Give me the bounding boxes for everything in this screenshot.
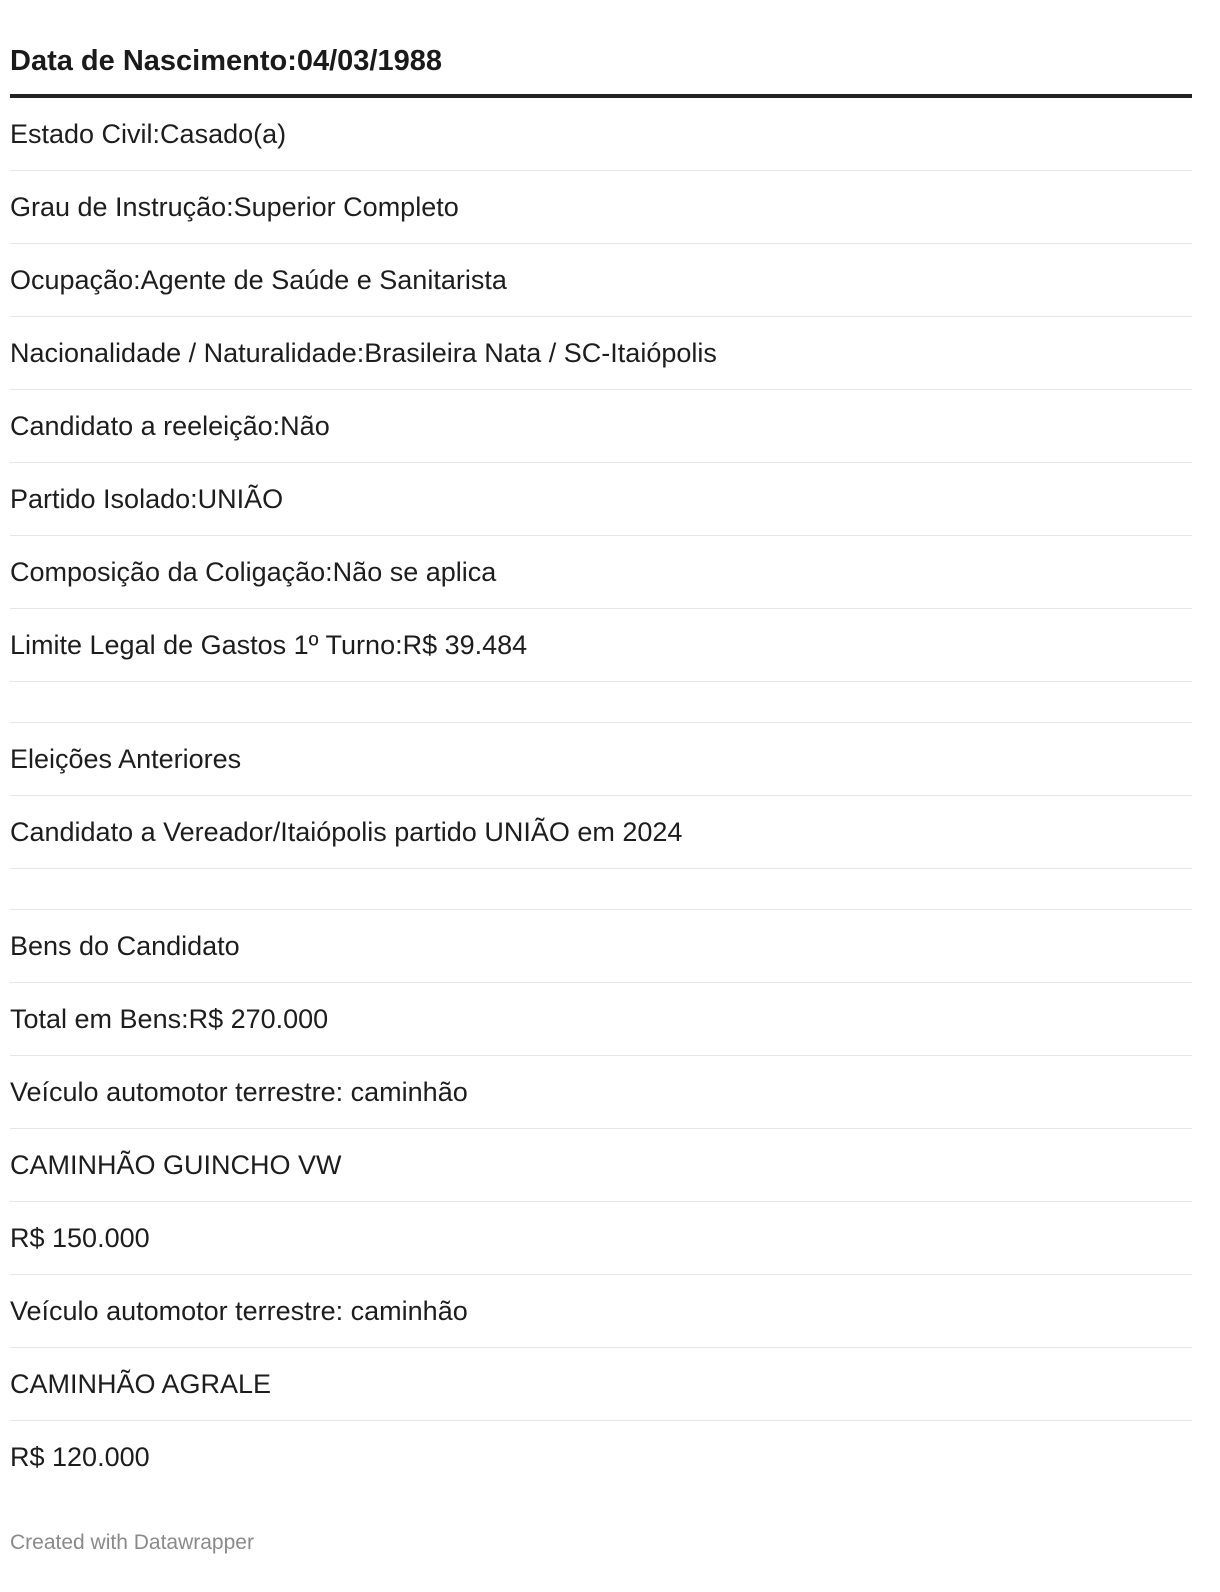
table-row-assets-total (10, 983, 1192, 1056)
table-cell: Eleições Anteriores (10, 743, 242, 774)
table-cell: R$ 150.000 (10, 1222, 150, 1253)
table-cell: Limite Legal de Gastos 1º Turno:R$ 39.484 (10, 629, 528, 660)
table-row-asset-description (10, 1348, 1192, 1421)
table-row-previous-elections-heading (10, 723, 1192, 796)
table-row-education (10, 171, 1192, 244)
table-row-asset-type (10, 1056, 1192, 1129)
table-row-asset-value (10, 1202, 1192, 1275)
table-row-coalition (10, 536, 1192, 609)
table-cell: Nacionalidade / Naturalidade:Brasileira Nata / SC-Itaiópolis (10, 337, 717, 368)
table-row-party (10, 463, 1192, 536)
table-row-previous-election (10, 796, 1192, 869)
table-row-occupation (10, 244, 1192, 317)
table-header (10, 0, 1192, 98)
table-cell: Veículo automotor terrestre: caminhão (10, 1076, 468, 1107)
table-row-nationality (10, 317, 1192, 390)
table-cell: Composição da Coligação:Não se aplica (10, 556, 497, 587)
table-cell: Grau de Instrução:Superior Completo (10, 191, 459, 222)
table-row-assets-heading (10, 910, 1192, 983)
table-cell: Estado Civil:Casado(a) (10, 118, 287, 149)
table-row-spacer (10, 869, 1192, 910)
table-cell: Total em Bens:R$ 270.000 (10, 1003, 329, 1034)
table-cell: Partido Isolado:UNIÃO (10, 483, 284, 514)
table-cell: CAMINHÃO AGRALE (10, 1368, 272, 1399)
data-table (10, 0, 1192, 1494)
table-row-asset-type (10, 1275, 1192, 1348)
table-cell: R$ 120.000 (10, 1442, 150, 1472)
table-row-reelection (10, 390, 1192, 463)
table-row-marital-status (10, 98, 1192, 171)
table-cell: Candidato a reeleição:Não (10, 410, 330, 441)
table-cell: CAMINHÃO GUINCHO VW (10, 1149, 342, 1180)
table-cell: Veículo automotor terrestre: caminhão (10, 1295, 468, 1326)
table-cell: Bens do Candidato (10, 930, 240, 961)
table-row-asset-description (10, 1129, 1192, 1202)
table-cell: Candidato a Vereador/Itaiópolis partido UNIÃO em 2024 (10, 816, 683, 847)
header-cell: Data de Nascimento:04/03/1988 (10, 44, 442, 77)
table-row-spending-limit (10, 609, 1192, 682)
table-cell: Ocupação:Agente de Saúde e Sanitarista (10, 264, 507, 295)
table-row-asset-value (10, 1421, 1192, 1494)
table-row-spacer (10, 682, 1192, 723)
footer-credit: Created with Datawrapper (10, 1531, 254, 1554)
